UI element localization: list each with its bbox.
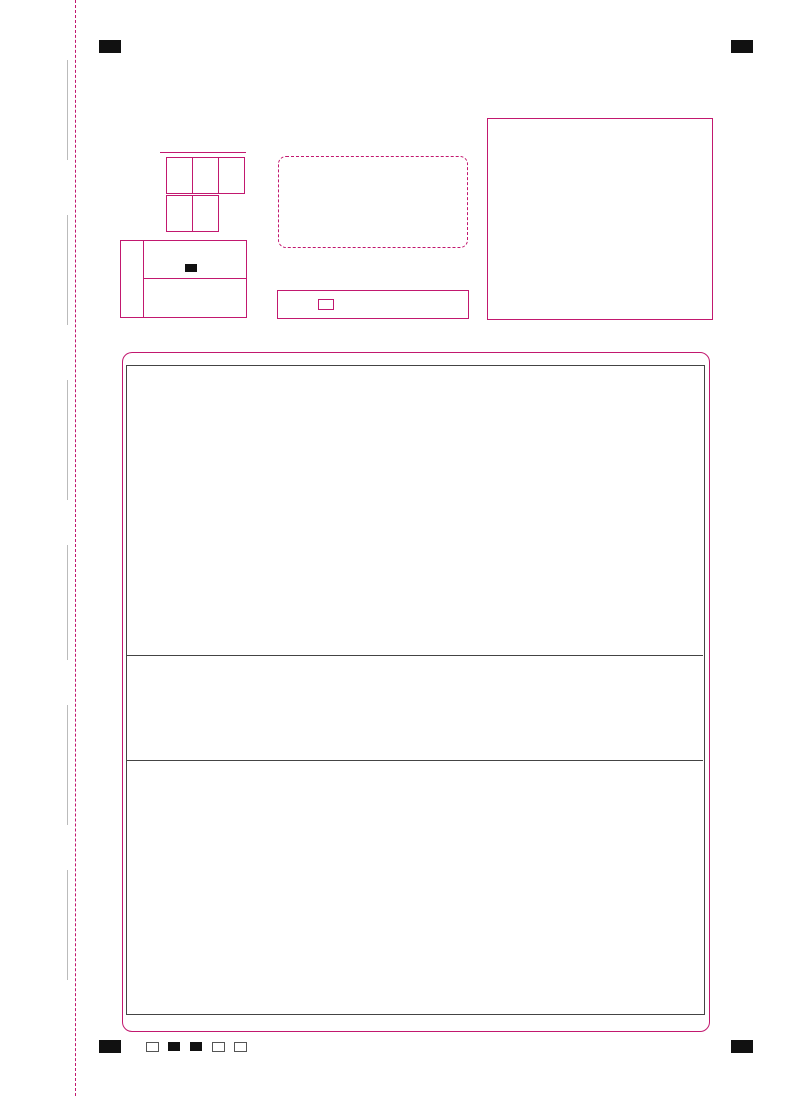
side-label-exam-no: [52, 505, 72, 535]
page-code-empty: [146, 1042, 159, 1052]
seat-box-1[interactable]: [166, 195, 193, 232]
side-line: [67, 545, 68, 660]
side-line: [67, 870, 68, 980]
side-line: [67, 215, 68, 325]
side-label-seat: [52, 165, 72, 205]
side-label-class: [52, 830, 72, 860]
answer-inner-frame: [126, 365, 705, 1015]
side-line: [67, 380, 68, 500]
page-code-empty: [234, 1042, 247, 1052]
side-label-name: [52, 668, 72, 698]
absent-checkbox[interactable]: [318, 299, 334, 310]
exam-room-box-2[interactable]: [192, 157, 219, 194]
fill-guide: [120, 240, 247, 318]
divider: [143, 278, 246, 279]
section-divider: [126, 655, 703, 656]
barcode-area: [278, 156, 468, 248]
fill-guide-chars: [125, 249, 139, 294]
name-field[interactable]: [160, 152, 246, 153]
page-code-filled: [168, 1042, 180, 1051]
timing-mark-large: [731, 40, 753, 53]
side-label-room: [52, 330, 72, 370]
side-line: [67, 705, 68, 825]
timing-mark-large: [731, 1040, 753, 1053]
side-line: [67, 60, 68, 160]
section-divider: [126, 760, 703, 761]
cut-line: [75, 0, 76, 1096]
timing-mark-large: [99, 1040, 121, 1053]
absent-box: [277, 290, 469, 319]
admission-number-box: [487, 118, 713, 320]
timing-mark-large: [99, 40, 121, 53]
exam-room-box-1[interactable]: [166, 157, 193, 194]
seat-box-2[interactable]: [192, 195, 219, 232]
divider: [143, 241, 144, 317]
side-label-school: [52, 985, 72, 1015]
correct-fill-mark: [185, 264, 197, 272]
page-code-empty: [212, 1042, 225, 1052]
page-code-filled: [190, 1042, 202, 1051]
exam-room-box-3[interactable]: [218, 157, 245, 194]
